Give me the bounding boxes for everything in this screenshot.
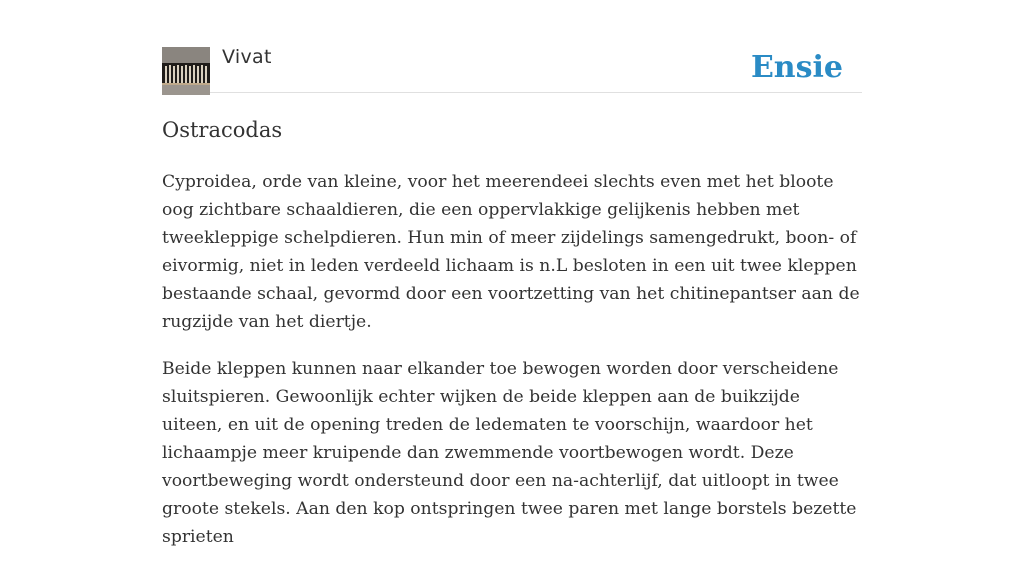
- author-avatar[interactable]: [162, 47, 210, 95]
- article-title: Ostracodas: [162, 118, 283, 142]
- book-spines-avatar-icon: [162, 47, 210, 95]
- paragraph: Beide kleppen kunnen naar elkander toe bewogen worden door verscheidene sluitspieren. Gewoonlijk echter wijken de beide kleppen aan de buikzijde uiteen, en uit de opening treden de ledematen te voorschijn, waardoor het lichaampje meer kruipende dan zwemmende voortbewogen wordt. Deze voortbeweging wordt ondersteund door een na-achterlijf, dat uitloopt in twee groote stekels. Aan den kop ontspringen twee paren met lange borstels bezette sprieten: [162, 359, 857, 547]
- brand-logo[interactable]: Ensie: [750, 50, 843, 85]
- author-name[interactable]: Vivat: [222, 46, 272, 68]
- paragraph: Cyproidea, orde van kleine, voor het meerendeei slechts even met het bloote oog zichtbare schaaldieren, die een oppervlakkige gelijkenis hebben met tweekleppige schelpdieren. Hun min of meer zijdelings samengedrukt, boon- of eivormig, niet in leden verdeeld lichaam is n.L besloten in een uit twee kleppen bestaande schaal, gevormd door een voortzetting van het chitinepantser aan de rugzijde van het diertje.: [162, 172, 860, 332]
- article-body: [162, 168, 862, 570]
- article-header: [162, 46, 862, 93]
